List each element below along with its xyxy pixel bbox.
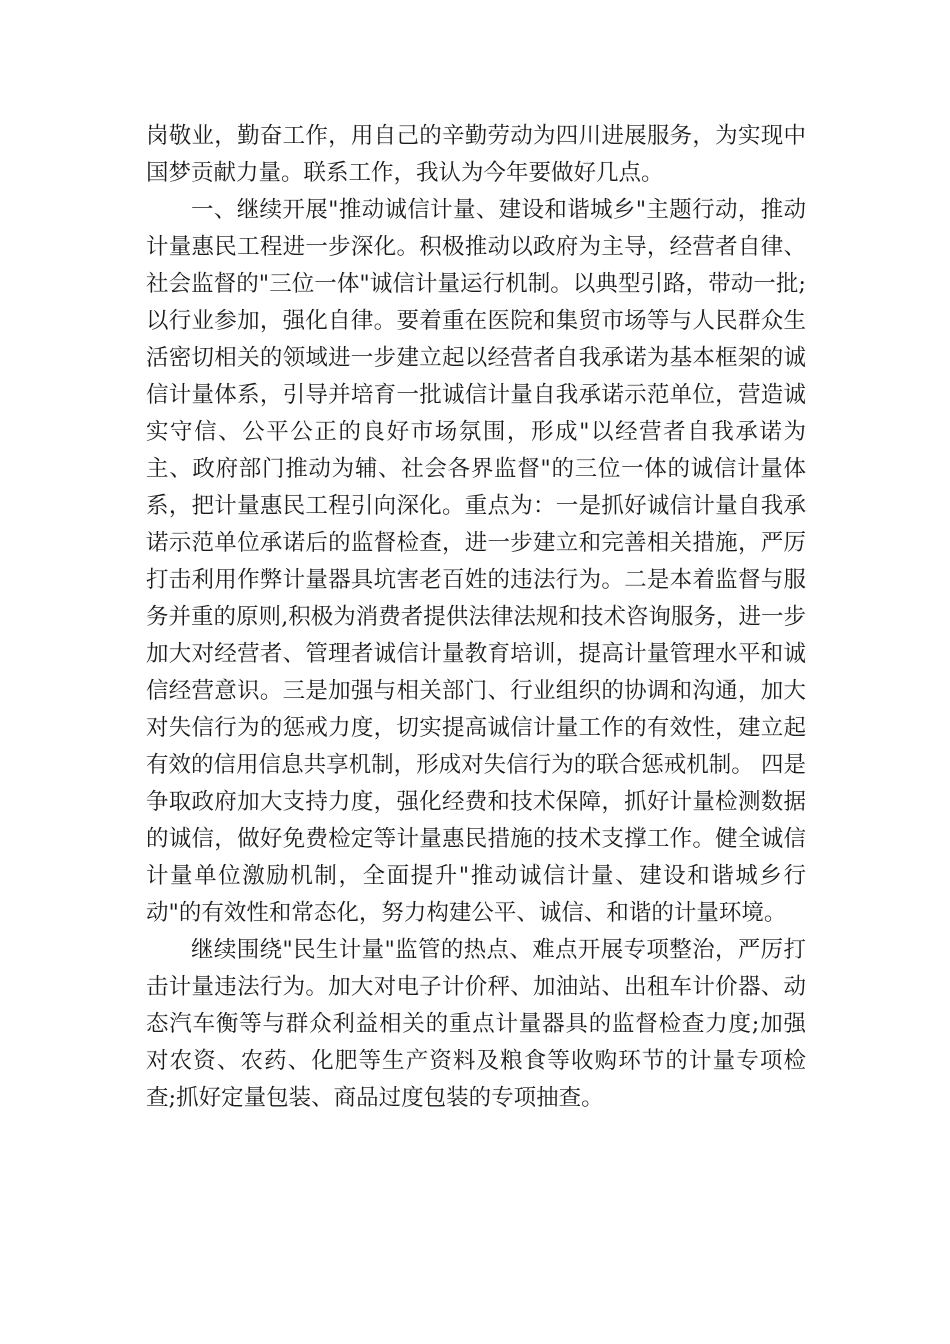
paragraph-point-one: 一、继续开展"推动诚信计量、建设和谐城乡"主题行动，推动计量惠民工程进一步深化。积极推动以政府为主导，经营者自律、社会监督的"三位一体"诚信计量运行机制。以典型引路，带动一批;以行业参加，强化自律。要着重在医院和集贸市场等与人民群众生活密切相关的领域进一步建立起以经营者自我承诺为基本框架的诚信计量体系，引导并培育一批诚信计量自我承诺示范单位，营造诚实守信、公平公正的良好市场氛围，形成"以经营者自我承诺为主、政府部门推动为辅、社会各界监督"的三位一体的诚信计量体系，把计量惠民工程引向深化。重点为：一是抓好诚信计量自我承诺示范单位承诺后的监督检查，进一步建立和完善相关措施，严厉打击利用作弊计量器具坑害老百姓的违法行为。二是本着监督与服务并重的原则,积极为消费者提供法律法规和技术咨询服务，进一步加大对经营者、管理者诚信计量教育培训，提高计量管理水平和诚信经营意识。三是加强与相关部门、行业组织的协调和沟通，加大对失信行为的惩戒力度，切实提高诚信计量工作的有效性，建立起有效的信用信息共享机制，形成对失信行为的联合惩戒机制。 四是争取政府加大支持力度，强化经费和技术保障，抓好计量检测数据的诚信，做好免费检定等计量惠民措施的技术支撑工作。健全诚信计量单位激励机制，全面提升"推动诚信计量、建设和谐城乡行动"的有效性和常态化，努力构建公平、诚信、和谐的计量环境。: [146, 197, 806, 926]
document-body: [146, 118, 806, 1117]
paragraph-continuation: 岗敬业，勤奋工作，用自己的辛勤劳动为四川进展服务，为实现中国梦贡献力量。联系工作，我认为今年要做好几点。: [146, 123, 806, 186]
paragraph-point-two: 继续围绕"民生计量"监管的热点、难点开展专项整治，严厉打击计量违法行为。加大对电子计价秤、加油站、出租车计价器、动态汽车衡等与群众利益相关的重点计量器具的监督检查力度;加强对农资、农药、化肥等生产资料及粮食等收购环节的计量专项检查;抓好定量包装、商品过度包装的专项抽查。: [146, 937, 806, 1111]
